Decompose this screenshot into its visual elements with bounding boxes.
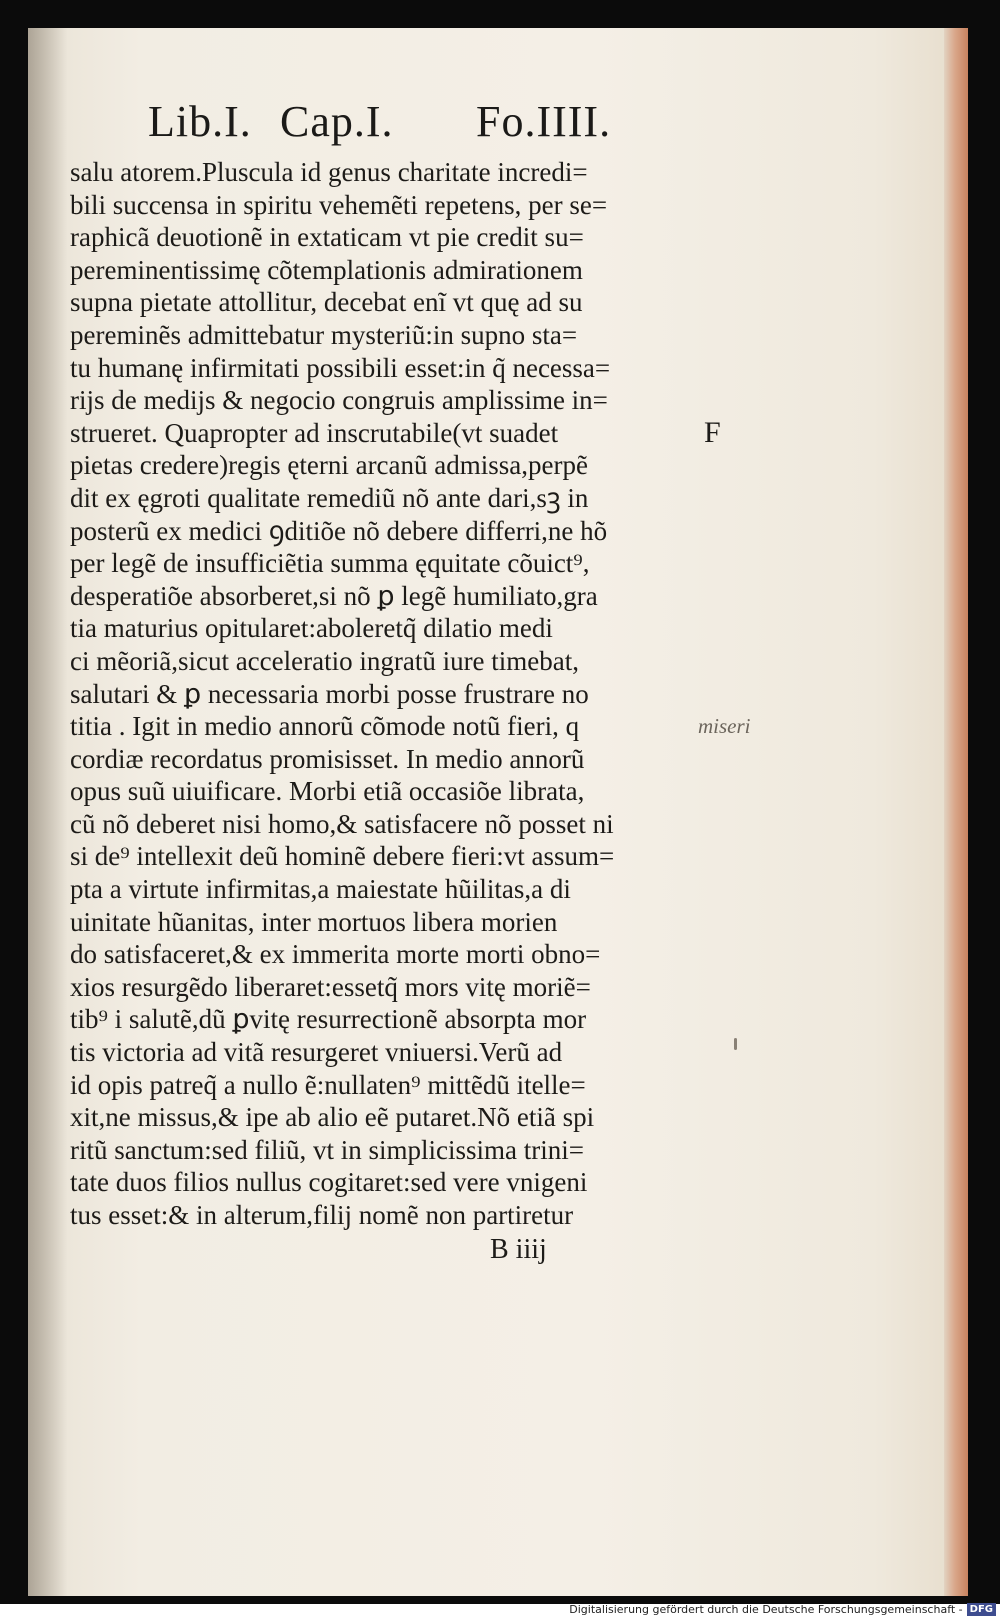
- running-head: [148, 96, 668, 156]
- text-line: titia . Igit in medio annorũ cõmode notũ fieri, q: [70, 711, 580, 742]
- running-head-folio: Fo.IIII.: [476, 97, 612, 146]
- text-line: rijs de medijs & negocio congruis amplissime in=: [70, 385, 608, 416]
- text-line: bili succensa in spiritu vehemẽti repetens, per se=: [70, 189, 608, 220]
- text-line: pietas credere)regis ęterni arcanũ admissa,perpẽ: [70, 450, 588, 481]
- text-line: uinitate hũanitas, inter mortuos libera morien: [70, 906, 558, 937]
- text-line: per legẽ de insufficiẽtia summa ęquitate cõuict⁹,: [70, 548, 590, 579]
- footer-credit: Digitalisierung gefördert durch die Deutsche Forschungsgemeinschaft -: [569, 1602, 963, 1616]
- text-line: supna pietate attollitur, decebat enĩ vt quę ad su: [70, 287, 583, 318]
- text-line: xios resurgẽdo liberaret:essetq̃ mors vitę moriẽ=: [70, 971, 591, 1002]
- text-line: pta a virtute infirmitas,a maiestate hũilitas,a di: [70, 874, 571, 905]
- text-line: si de⁹ intellexit deũ hominẽ debere fieri:vt assum=: [70, 841, 615, 872]
- text-line: salutari & ꝑ necessaria morbi posse frustrare no: [70, 678, 589, 709]
- text-line: ritũ sanctum:sed filiũ, vt in simplicissima trini=: [70, 1134, 584, 1165]
- text-line: tate duos filios nullus cogitaret:sed vere vnigeni: [70, 1167, 588, 1198]
- digitization-footer: [569, 1602, 996, 1616]
- text-line: tib⁹ i salutẽ,dũ ꝑvitę resurrectionẽ absorpta mor: [70, 1004, 587, 1035]
- running-head-chapter: Cap.I.: [280, 97, 394, 146]
- text-line: pereminẽs admittebatur mysteriũ:in supno sta=: [70, 319, 578, 350]
- text-line: strueret. Quapropter ad inscrutabile(vt suadet: [70, 417, 559, 448]
- margin-handwritten-note: miseri: [698, 714, 751, 738]
- ink-speck: [734, 1038, 737, 1050]
- text-line: xit,ne missus,& ipe ab alio eẽ putaret.Nõ etiã spi: [70, 1102, 595, 1133]
- text-line: raphicã deuotionẽ in extaticam vt pie credit su=: [70, 222, 584, 253]
- page-edge: [944, 28, 968, 1596]
- text-line: desperatiõe absorberet,si nõ ꝑ legẽ humiliato,gra: [70, 580, 598, 611]
- text-line: tus esset:& in alterum,filij nomẽ non partiretur: [70, 1200, 574, 1230]
- text-line: posterũ ex medici ꝯditiõe nõ debere differri,ne hõ: [70, 515, 608, 546]
- text-line: opus suũ uiuificare. Morbi etiã occasiõe librata,: [70, 776, 585, 807]
- text-line: id opis patreq̃ a nullo ẽ:nullaten⁹ mittẽdũ itelle=: [70, 1069, 586, 1100]
- gutter-shadow: [28, 28, 68, 1596]
- text-line: tu humanę infirmitati possibili esset:in q̃ necessa=: [70, 352, 611, 383]
- book-page: [28, 28, 968, 1596]
- text-line: salu atorem.Pluscula id genus charitate incredi=: [70, 157, 588, 187]
- text-line: tia maturius opitularet:aboleretq̃ dilatio medi: [70, 613, 553, 644]
- text-line: dit ex ęgroti qualitate remediũ nõ ante dari,sꝫ in: [70, 482, 589, 513]
- text-line: tis victoria ad vitã resurgeret vniuersi.Verũ ad: [70, 1037, 563, 1068]
- text-line: cordiæ recordatus promisisset. In medio annorũ: [70, 743, 585, 774]
- running-head-book: Lib.I.: [148, 97, 252, 146]
- text-line: pereminentissimę cõtemplationis admirationem: [70, 254, 583, 285]
- text-line: cũ nõ deberet nisi homo,& satisfacere nõ posset ni: [70, 808, 614, 839]
- signature-mark: B iiij: [490, 1234, 547, 1265]
- text-line: ci mẽoriã,sicut acceleratio ingratũ iure timebat,: [70, 645, 580, 676]
- text-block: [70, 156, 730, 1232]
- dfg-logo: DFG: [967, 1603, 996, 1616]
- margin-section-letter: F: [704, 416, 721, 449]
- text-line: do satisfaceret,& ex immerita morte morti obno=: [70, 939, 601, 970]
